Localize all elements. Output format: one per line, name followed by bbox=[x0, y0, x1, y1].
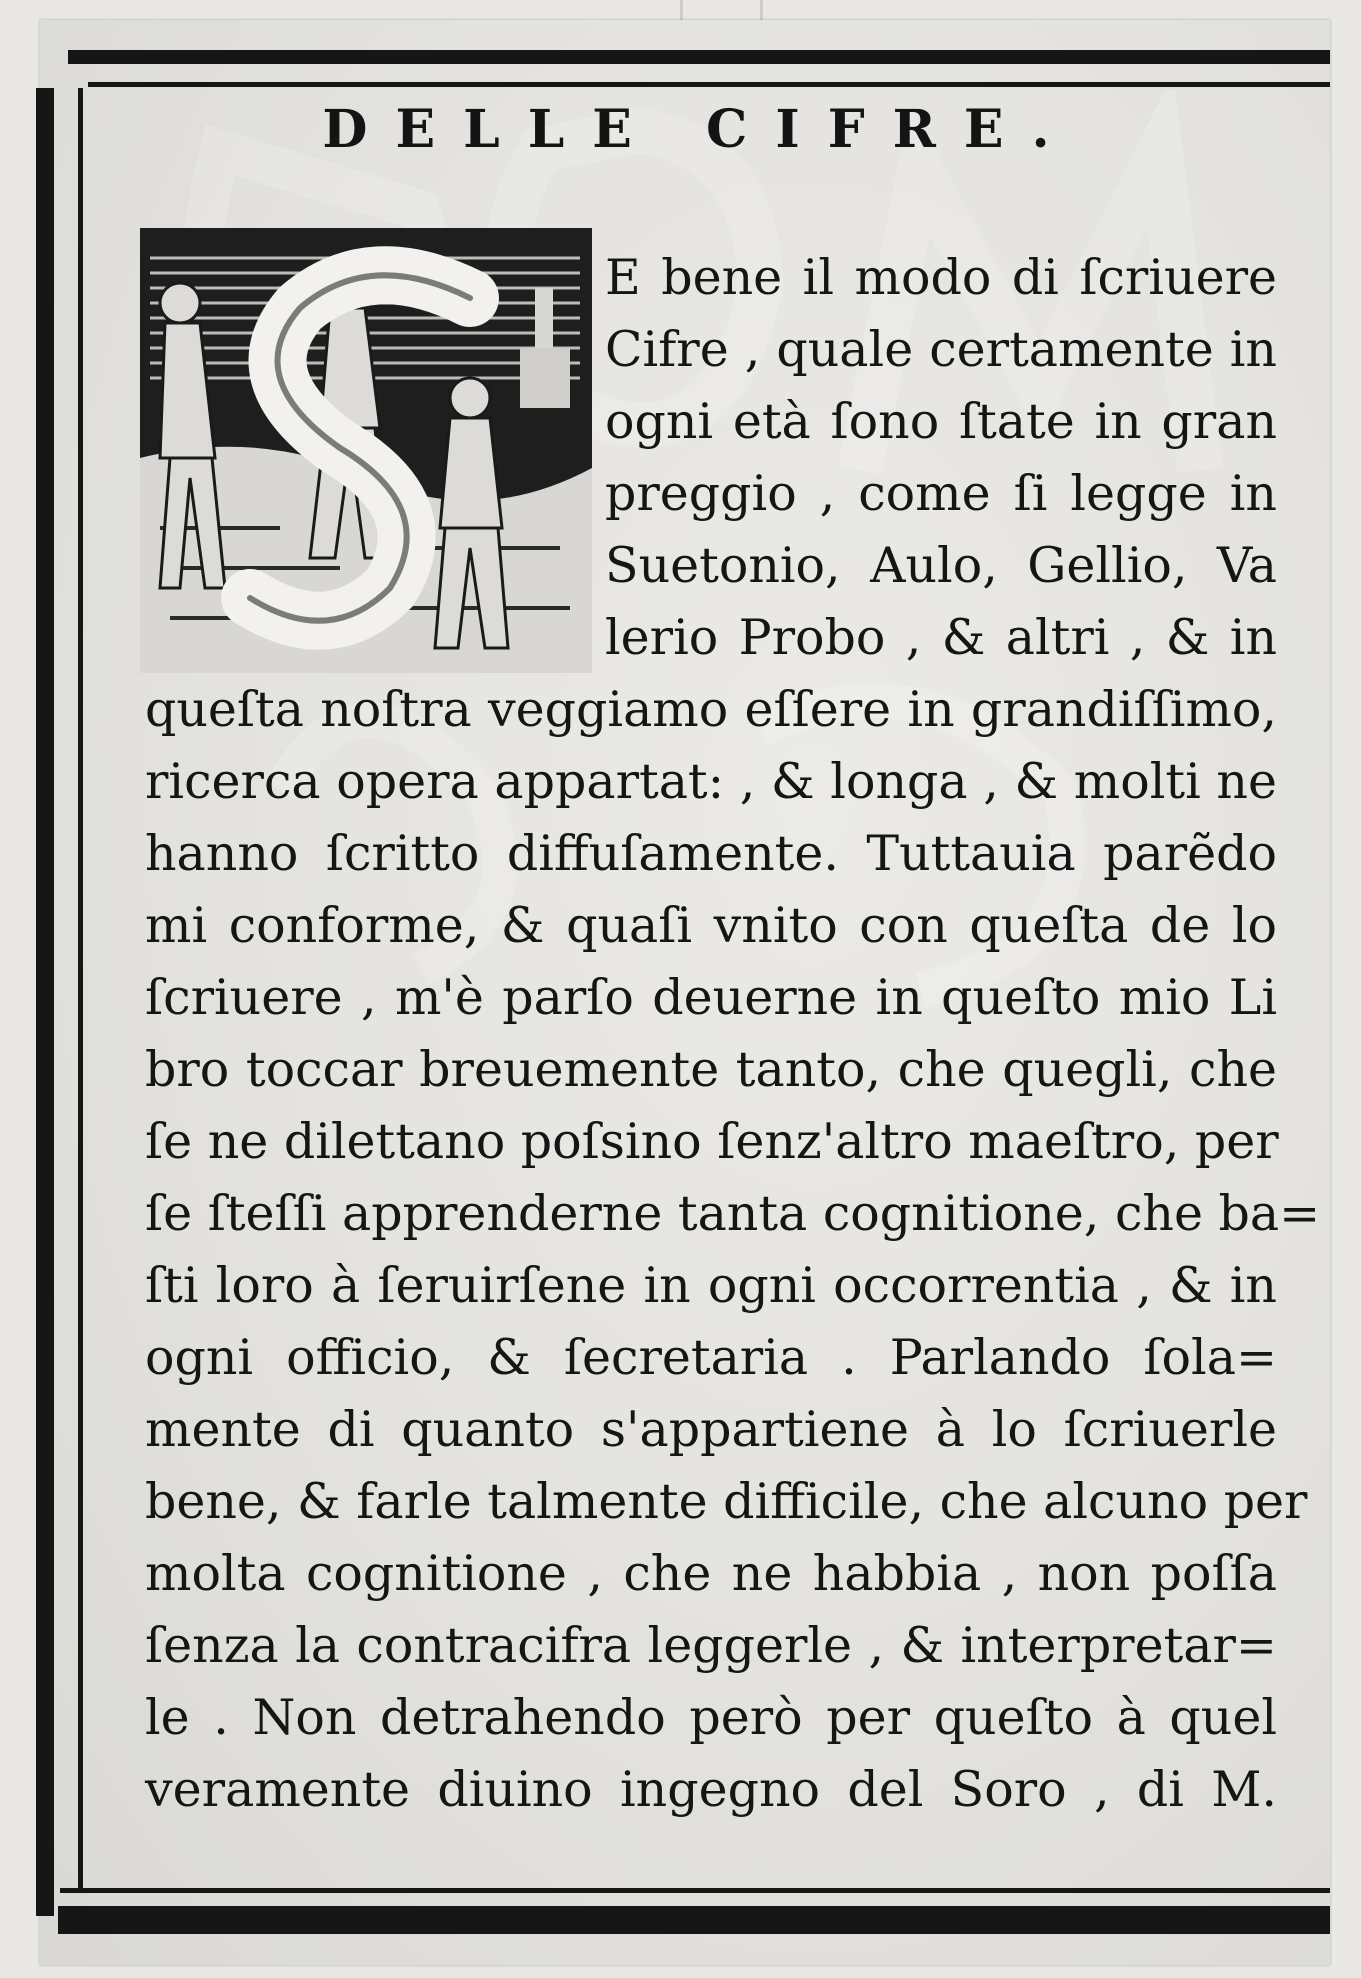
text-line: ſcriuere , m'è parſo deuerne in queſto mio Li bbox=[145, 969, 1277, 1026]
text-line: hanno ſcritto diffuſamente. Tuttauia parẽdo bbox=[145, 825, 1277, 882]
drop-cap-initial bbox=[140, 228, 592, 673]
text-line: E bene il modo di ſcriuere bbox=[605, 249, 1277, 306]
text-line: queſta noſtra veggiamo eſſere in grandiſſimo, bbox=[145, 681, 1277, 738]
text-line: molta cognitione , che ne habbia , non poſſa bbox=[145, 1545, 1277, 1602]
text-line: bro toccar breuemente tanto, che quegli, che bbox=[145, 1041, 1277, 1098]
text-line: Suetonio, Aulo, Gellio, Va bbox=[605, 537, 1277, 594]
woodcut-initial-icon bbox=[140, 228, 592, 673]
text-line: ſenza la contracifra leggerle , & interpretar= bbox=[145, 1617, 1277, 1674]
page-heading: DELLE CIFRE. bbox=[322, 99, 1078, 160]
text-line: ſti loro à ſeruirſene in ogni occorrentia , & in bbox=[145, 1257, 1277, 1314]
bottom-border-thin bbox=[60, 1888, 1330, 1893]
text-line: Cifre , quale certamente in bbox=[605, 321, 1277, 378]
text-line: mi conforme, & quaſi vnito con queſta de lo bbox=[145, 897, 1277, 954]
top-border-thick bbox=[68, 50, 1330, 64]
text-line: ogni età ſono ſtate in gran bbox=[605, 393, 1277, 450]
text-line: ricerca opera appartat: , & longa , & molti ne bbox=[145, 753, 1277, 810]
bottom-border-thick bbox=[58, 1906, 1330, 1934]
text-line: bene, & farle talmente difficile, che alcuno per bbox=[145, 1473, 1308, 1530]
text-line: preggio , come ſi legge in bbox=[605, 465, 1277, 522]
left-border-thick bbox=[36, 88, 54, 1916]
text-line: ſe ne dilettano poſsino ſenz'altro maeſtro, per bbox=[145, 1113, 1279, 1170]
text-line: le . Non detrahendo però per queſto à quel bbox=[145, 1689, 1277, 1746]
top-border-thin bbox=[88, 82, 1330, 87]
text-line: veramente diuino ingegno del Soro , di M. bbox=[145, 1761, 1277, 1818]
text-line: ogni officio, & ſecretaria . Parlando ſola= bbox=[145, 1329, 1277, 1386]
text-line: lerio Probo , & altri , & in bbox=[605, 609, 1277, 666]
left-border-thin bbox=[78, 88, 83, 1888]
text-line: ſe ſteſſi apprenderne tanta cognitione, che ba= bbox=[145, 1185, 1321, 1242]
text-line: mente di quanto s'appartiene à lo ſcriuerle bbox=[145, 1401, 1277, 1458]
